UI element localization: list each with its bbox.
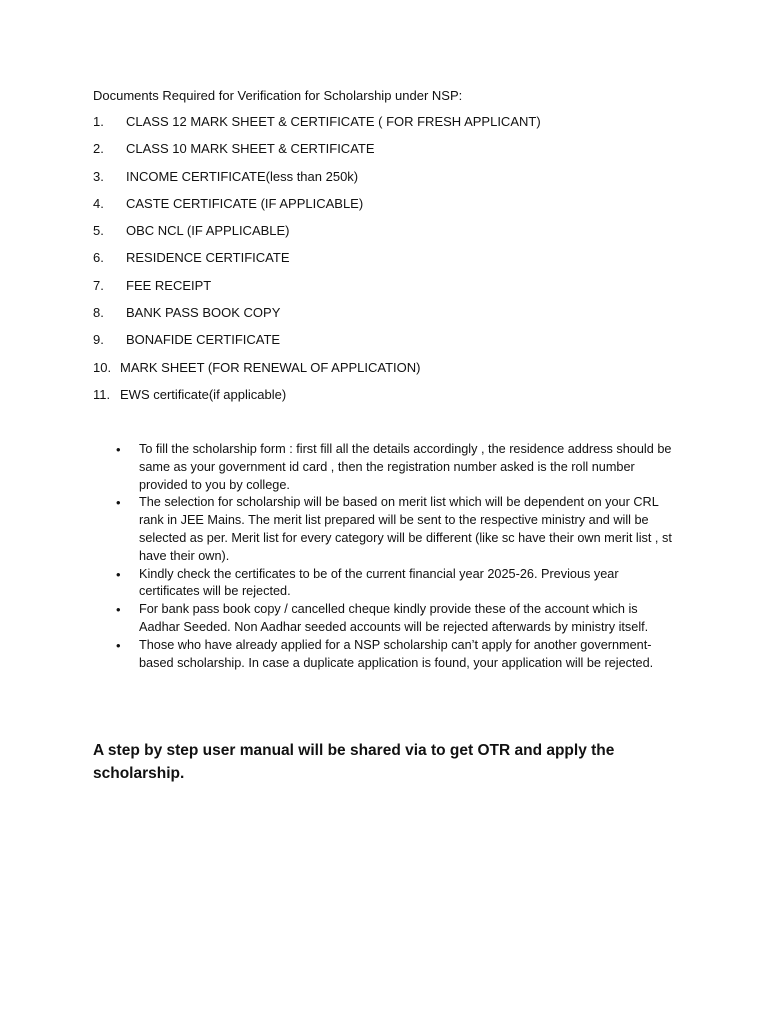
bullet-icon: • [116,442,121,457]
list-item-text: INCOME CERTIFICATE(less than 250k) [126,168,359,184]
intro-heading: Documents Required for Verification for Scholarship under NSP: [93,88,463,103]
list-item-text: To fill the scholarship form : first fill all the details accordingly , the residence address should be same as your government id card , then the registration number asked is the roll number provided to you by college. [139,442,672,492]
list-item-number: 8. [93,305,104,321]
list-item-text: FEE RECEIPT [126,277,212,293]
list-item [93,140,541,167]
instructions-list [114,441,674,672]
list-item-text: BONAFIDE CERTIFICATE [126,332,281,348]
required-documents-list [93,113,541,413]
list-item [93,331,541,358]
list-item-text: CLASS 10 MARK SHEET & CERTIFICATE [126,141,375,157]
list-item-number: 7. [93,277,104,293]
list-item [114,637,674,673]
list-item-number: 6. [93,250,104,266]
list-item-text: MARK SHEET (FOR RENEWAL OF APPLICATION) [120,359,421,375]
list-item-number: 10. [93,359,112,375]
bullet-icon: • [116,602,121,618]
list-item [93,195,541,222]
list-item-number: 11. [93,386,111,402]
list-item [114,566,674,602]
list-item-number: 3. [93,168,104,184]
list-item-number: 5. [93,223,104,239]
list-item [93,168,541,195]
bullet-icon: • [116,566,121,582]
bullet-icon: • [116,495,121,511]
list-item-text: CASTE CERTIFICATE (IF APPLICABLE) [126,195,364,211]
bullet-icon: • [116,637,121,653]
list-item [93,277,541,304]
list-item-text: EWS certificate(if applicable) [120,386,287,402]
list-item [114,601,674,637]
list-item-text: The selection for scholarship will be based on merit list which will be dependent on your CRL rank in JEE Mains. The merit list prepared will be sent to the respective ministry and will be selected as per. Merit list for every category will be different (like sc have their own merit list , st have their own). [139,495,672,563]
list-item [93,386,541,413]
list-item-number: 4. [93,195,104,211]
list-item-number: 9. [93,332,104,348]
list-item [93,113,541,140]
closing-note: A step by step user manual will be shared via to get OTR and apply the scholarship. [93,742,615,782]
list-item [114,494,674,565]
list-item-text: Kindly check the certificates to be of the current financial year 2025-26. Previous year certificates will be rejected. [139,566,619,599]
list-item-text: For bank pass book copy / cancelled cheque kindly provide these of the account which is Aadhar Seeded. Non Aadhar seeded accounts will be rejected afterwards by ministry itself. [139,602,649,634]
list-item-text: Those who have already applied for a NSP scholarship can’t apply for another government-based scholarship. In case a duplicate application is found, your application will be rejected. [139,637,654,670]
list-item-number: 1. [93,114,104,129]
list-item-text: CLASS 12 MARK SHEET & CERTIFICATE ( FOR FRESH APPLICANT) [126,114,541,129]
list-item [114,441,674,494]
list-item [93,249,541,276]
list-item-text: BANK PASS BOOK COPY [126,305,281,321]
list-item-number: 2. [93,141,104,157]
list-item [93,304,541,331]
list-item-text: RESIDENCE CERTIFICATE [126,250,290,266]
list-item-text: OBC NCL (IF APPLICABLE) [126,223,290,239]
list-item [93,359,541,386]
list-item [93,222,541,249]
